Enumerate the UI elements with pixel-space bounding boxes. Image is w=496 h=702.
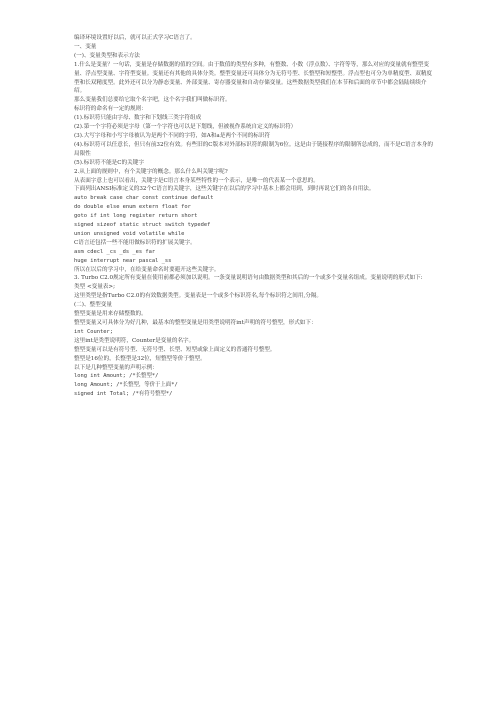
paragraph: 这里int是类型说明符，Counter是变量的名字。 — [74, 337, 195, 344]
paragraph-variable-definition: 1.什么是变量？一句话，变量是存储数据的值的空间。由于数值的类型有多种，有整数、小数（浮点数）、字符等等，那么对应的变量就有整型变量、浮点型变量、字符型变量。变量还有其他的具体分类。整型变量还可具体分为无符号型、长整型和短整型。浮点型也可分为单精度型、双精度型和长双精度型。此外还可以分为静态变量、外部变量、寄存器变量和自动存储变量。这些数据类型我们在本节和后面的章节中都会陆陆续续介绍。 — [74, 61, 433, 95]
keyword-line: auto break case char const continue default — [74, 195, 214, 202]
keyword-line: goto if int long register return short — [74, 213, 198, 220]
keyword-line: asm cdecl _cs _ds _es far — [74, 248, 156, 255]
paragraph: 类型 <变量表>; — [74, 284, 116, 291]
paragraph: 整型是16位的，长整型是32位，短整型等价于整型。 — [74, 355, 206, 362]
rule-item: (5).标识符不能是C的关键字 — [74, 159, 144, 166]
paragraph: 那么变量我们总要给它取个名字吧，这个名字我们叫做标识符。 — [74, 97, 231, 104]
code-line: int Counter; — [74, 328, 113, 335]
paragraph: 以下是几种整型变量的声明示例： — [74, 364, 158, 371]
section-heading: 一、变量 — [74, 43, 97, 50]
intro-paragraph: 编译环境设置好以后，就可以正式学习C语言了。 — [74, 35, 196, 41]
subsection-heading: (一)、变量类型和表示方法 — [74, 52, 140, 59]
paragraph: 这里类型是指Turbo C2.0的有效数据类型。变量表是一个或多个标识符名,每个标识符之间用,分隔。 — [74, 293, 323, 300]
rule-item: (1).标识符只能由字母、数字和下划线三类字符组成 — [74, 115, 202, 122]
rule-item: (2).第一个字符必须是字母（第一个字符也可以是下划线，但被视作系统自定义的标识符） — [74, 124, 297, 131]
keyword-line: union unsigned void volatile while — [74, 230, 185, 237]
rule-item: (3).大写字母和小写字母被认为是两个不同的字符，如A和a是两个不同的标识符 — [74, 132, 271, 139]
subsection-heading: (二)、整型变量 — [74, 302, 112, 309]
paragraph: 从表面字意上也可以看出，关键字是C语言本身某些特性的一个表示，是唯一的代表某一个意思的。 — [74, 177, 319, 184]
keyword-line: do double else enum extern float for — [74, 204, 191, 211]
code-line: signed int Total; /*有符号整型*/ — [74, 391, 173, 398]
paragraph: 标识符的命名有一定的规则： — [74, 106, 147, 113]
rule-item: (4).标识符可以任意长，但只有前32位有效。有些旧的C版本对外部标识符的限制为6位。这是由于链接程序的限制所总成的，而不是C语言本身的局限性 — [74, 141, 433, 157]
document-body — [74, 34, 434, 399]
code-line: long int Amount; /*长整型*/ — [74, 373, 159, 380]
paragraph: 整型变量是用来存储整数的。 — [74, 311, 147, 318]
paragraph: 下面列出ANSI标准定义的32个C语言的关键字，这些关键字在以后的学习中基本上都会用到，到时再说它们的各自用法。 — [74, 186, 375, 193]
keyword-line: signed sizeof static struct switch typedef — [74, 222, 211, 229]
paragraph: 2.从上面的规则中，有个关键字的概念。那么什么叫关键字呢? — [74, 168, 228, 175]
paragraph: C语言还包括一些不能用做标识符的扩展关键字。 — [74, 239, 196, 246]
paragraph: 所以在以后的学习中，在给变量命名时要避开这些关键字。 — [74, 266, 220, 273]
code-line: long Amount; /*长整型，等价于上面*/ — [74, 382, 178, 389]
paragraph: 3. Turbo C2.0规定所有变量在使用前都必须加以说明。一条变量说明语句由数据类型和其后的一个或多个变量名组成。变量说明的形式如下: — [74, 275, 423, 282]
paragraph: 整型变量可以是有符号型、无符号型、长型、短型或象上面定义的普通符号整型。 — [74, 346, 276, 353]
keyword-line: huge interrupt near pascal _ss — [74, 257, 172, 264]
paragraph: 整型变量又可具体分为好几种，最基本的整型变量是用类型说明符int声明的符号整型，形式如下： — [74, 320, 317, 326]
